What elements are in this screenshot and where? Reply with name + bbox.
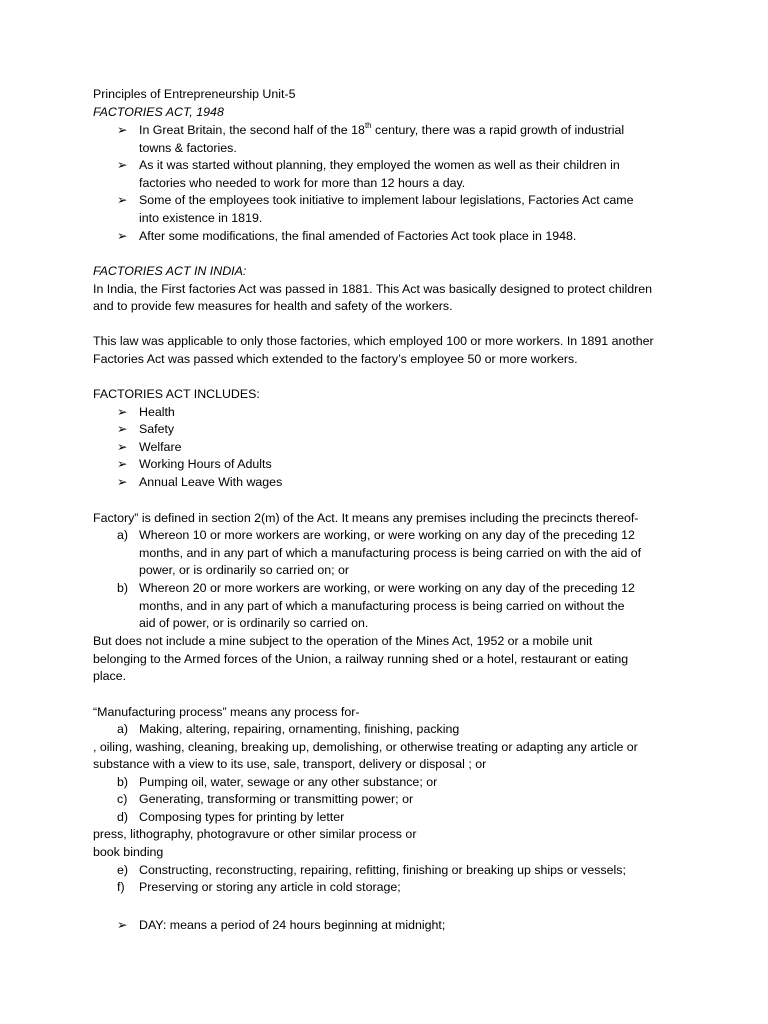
manufacturing-item-a: Making, altering, repairing, ornamenting, finishing, packing [139, 722, 460, 736]
arrow-bullet-icon: ➢ [117, 457, 128, 471]
manufacturing-item-f: Preserving or storing any article in cold storage; [139, 880, 401, 894]
list-marker: b) [117, 775, 129, 789]
manufacturing-item-e: Constructing, reconstructing, repairing, refitting, finishing or breaking up ships or vessels; [139, 863, 626, 877]
act-includes-heading: FACTORIES ACT INCLUDES: [93, 387, 260, 401]
arrow-bullet-icon: ➢ [117, 123, 128, 137]
factories-act-1948-heading: FACTORIES ACT, 1948 [93, 105, 224, 119]
india-paragraph-2-cont: Factories Act was passed which extended to the factory’s employee 50 or more workers. [93, 352, 578, 366]
arrow-bullet-icon: ➢ [117, 440, 128, 454]
factory-definition-b-cont: months, and in any part of which a manufacturing process is being carried on without the [139, 599, 625, 613]
manufacturing-item-a-cont: , oiling, washing, cleaning, breaking up, demolishing, or otherwise treating or adapting any article or [93, 740, 638, 754]
list-marker: b) [117, 581, 129, 595]
arrow-bullet-icon: ➢ [117, 918, 128, 932]
manufacturing-item-d-cont: book binding [93, 845, 164, 859]
exclusion-paragraph: But does not include a mine subject to the operation of the Mines Act, 1952 or a mobile unit [93, 634, 593, 648]
history-bullet-3-cont: into existence in 1819. [139, 211, 263, 225]
list-marker: e) [117, 863, 129, 877]
list-marker: a) [117, 528, 129, 542]
factory-definition-b-cont: aid of power, or is ordinarily so carried on. [139, 616, 369, 630]
history-bullet-2-cont: factories who needed to work for more than 12 hours a day. [139, 176, 466, 190]
list-item: Annual Leave With wages [139, 475, 283, 489]
india-paragraph-1-cont: and to provide few measures for health and safety of the workers. [93, 299, 453, 313]
arrow-bullet-icon: ➢ [117, 193, 128, 207]
history-bullet-3: Some of the employees took initiative to implement labour legislations, Factories Act came [139, 193, 634, 207]
factory-definition-intro: Factory” is defined in section 2(m) of the Act. It means any premises including the precincts thereof- [93, 511, 639, 525]
manufacturing-item-c: Generating, transforming or transmitting power; or [139, 792, 414, 806]
list-item: Safety [139, 422, 175, 436]
list-item: Welfare [139, 440, 182, 454]
manufacturing-item-a-cont: substance with a view to its use, sale, transport, delivery or disposal ; or [93, 757, 487, 771]
india-paragraph-2: This law was applicable to only those factories, which employed 100 or more workers. In 1891 another [93, 334, 654, 348]
arrow-bullet-icon: ➢ [117, 229, 128, 243]
list-item: Health [139, 405, 175, 419]
factory-definition-a: Whereon 10 or more workers are working, or were working on any day of the preceding 12 [139, 528, 635, 542]
history-bullet-2: As it was started without planning, they employed the women as well as their children in [139, 158, 620, 172]
arrow-bullet-icon: ➢ [117, 422, 128, 436]
manufacturing-item-b: Pumping oil, water, sewage or any other substance; or [139, 775, 438, 789]
list-item: Working Hours of Adults [139, 457, 272, 471]
manufacturing-item-d-cont: press, lithography, photogravure or other similar process or [93, 827, 417, 841]
ordinal-suffix: th [364, 120, 372, 130]
factory-definition-b: Whereon 20 or more workers are working, or were working on any day of the preceding 12 [139, 581, 635, 595]
list-marker: d) [117, 810, 129, 824]
document-title: Principles of Entrepreneurship Unit-5 [93, 87, 296, 101]
arrow-bullet-icon: ➢ [117, 475, 128, 489]
factories-act-india-heading: FACTORIES ACT IN INDIA: [93, 264, 247, 278]
manufacturing-item-d: Composing types for printing by letter [139, 810, 345, 824]
list-marker: a) [117, 722, 129, 736]
history-bullet-4: After some modifications, the final amended of Factories Act took place in 1948. [139, 229, 577, 243]
india-paragraph-1: In India, the First factories Act was passed in 1881. This Act was basically designed to protect children [93, 282, 653, 296]
history-bullet-1-cont: towns & factories. [139, 141, 237, 155]
arrow-bullet-icon: ➢ [117, 158, 128, 172]
history-bullet-1: In Great Britain, the second half of the 18th century, there was a rapid growth of industrial [139, 120, 625, 137]
manufacturing-process-intro: “Manufacturing process” means any process for- [93, 705, 360, 719]
list-marker: c) [117, 792, 128, 806]
factory-definition-a-cont: months, and in any part of which a manufacturing process is being carried on with the aid of [139, 546, 642, 560]
factory-definition-a-cont: power, or is ordinarily so carried on; or [139, 563, 350, 577]
arrow-bullet-icon: ➢ [117, 405, 128, 419]
list-marker: f) [117, 880, 125, 894]
exclusion-paragraph-cont: place. [93, 669, 127, 683]
day-definition: DAY: means a period of 24 hours beginning at midnight; [139, 918, 446, 932]
exclusion-paragraph-cont: belonging to the Armed forces of the Union, a railway running shed or a hotel, restaurant or eating [93, 652, 629, 666]
